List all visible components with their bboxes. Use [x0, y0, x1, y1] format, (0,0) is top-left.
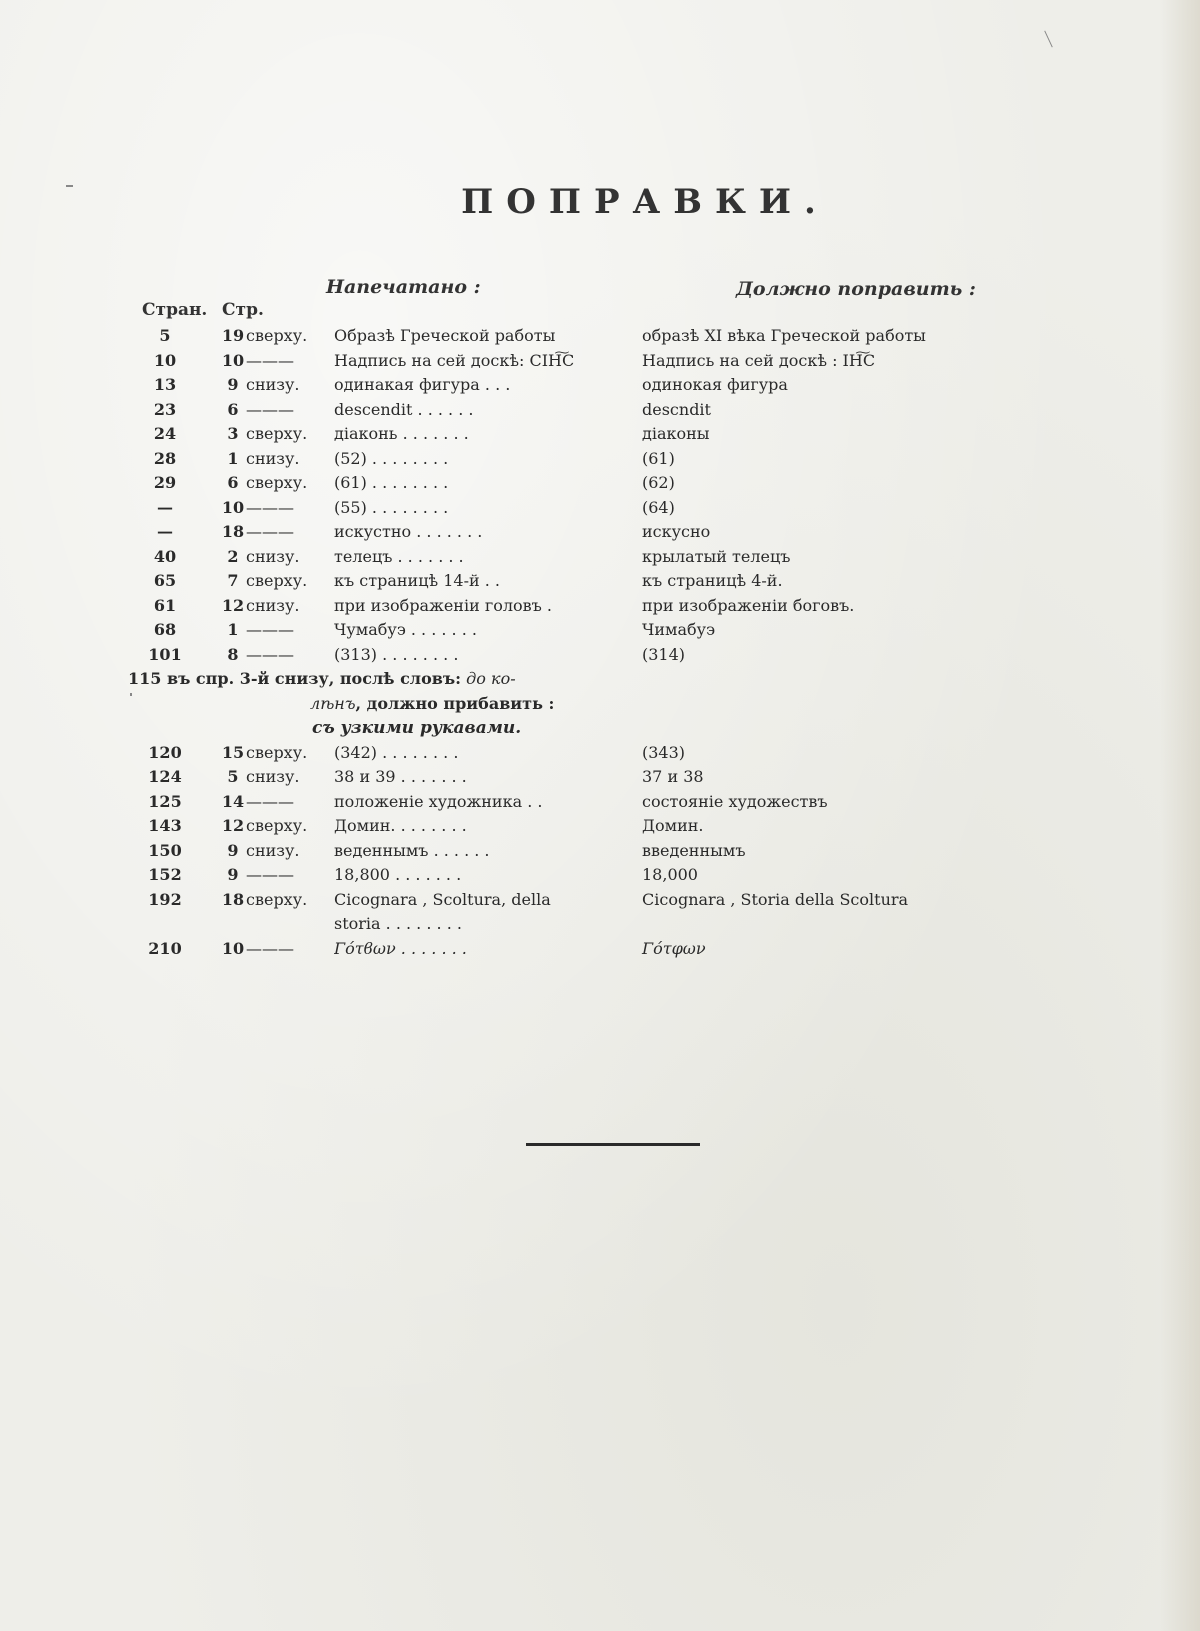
- position: ———: [246, 497, 294, 517]
- errata-row: [0, 618, 1200, 643]
- corrected-text: Надпись на сей доскѣ : IН͠С: [642, 350, 876, 370]
- column-header-page: Стран.: [142, 300, 208, 320]
- position: ———: [246, 399, 294, 419]
- errata-table: [0, 324, 1200, 961]
- printed-text: 18,800 . . . . . . .: [334, 865, 462, 884]
- printed-text: descendit . . . . . .: [334, 399, 474, 419]
- line-number: 12: [221, 816, 245, 835]
- note-italic: лѣнъ: [310, 693, 356, 713]
- corrected-text: Γότφων: [642, 938, 706, 958]
- printed-text: къ страницѣ 14-й . .: [334, 571, 500, 590]
- printed-text: Образѣ Греческой работы: [334, 326, 556, 345]
- line-number: 10: [221, 350, 245, 370]
- corrected-text: (314): [642, 644, 686, 664]
- errata-row: [0, 398, 1200, 423]
- printed-text: Домин. . . . . . . .: [334, 816, 467, 835]
- page-number: —: [157, 497, 173, 517]
- page-number: 143: [148, 816, 182, 835]
- corrected-text: Домин.: [642, 816, 704, 835]
- line-number: 7: [227, 571, 239, 590]
- corrected-text: крылатый телецъ: [642, 546, 791, 566]
- errata-row: [0, 741, 1200, 766]
- column-header-line: Стр.: [222, 300, 264, 320]
- printed-text: (61) . . . . . . . .: [334, 473, 449, 492]
- line-number: 12: [221, 595, 245, 615]
- note-italic: съ узкими рукавами.: [312, 718, 522, 738]
- errata-row: [0, 937, 1200, 962]
- errata-row: [0, 545, 1200, 570]
- printed-text: storia . . . . . . . .: [334, 914, 462, 933]
- line-number: 15: [221, 742, 245, 762]
- line-number: 18: [221, 889, 245, 909]
- page-number: 192: [148, 889, 182, 909]
- corrected-text: искусно: [642, 522, 711, 541]
- errata-row: [0, 349, 1200, 374]
- errata-note: [0, 692, 1200, 717]
- page-number: 210: [148, 938, 182, 958]
- note-text: , должно прибавить :: [355, 693, 555, 713]
- position: снизу.: [246, 767, 300, 786]
- column-header-printed: Напечатано :: [326, 276, 481, 298]
- position: сверху.: [246, 816, 308, 835]
- line-number: 8: [227, 644, 239, 664]
- speck: [130, 693, 132, 696]
- corrected-text: (62): [642, 473, 675, 492]
- column-header-numbers: [142, 300, 264, 320]
- printed-text: телецъ . . . . . . .: [334, 546, 464, 566]
- corrected-text: состояніе художествъ: [642, 791, 828, 811]
- line-number: 5: [227, 767, 239, 786]
- errata-row: [0, 594, 1200, 619]
- speck: [66, 185, 73, 187]
- page-number: 5: [159, 326, 171, 345]
- corrected-text: (64): [642, 497, 675, 517]
- page-number: 152: [148, 865, 182, 884]
- position: ———: [246, 350, 294, 370]
- page-number: 124: [148, 767, 182, 786]
- corrected-text: къ страницѣ 4-й.: [642, 571, 783, 590]
- position: снизу.: [246, 595, 300, 615]
- position: сверху.: [246, 889, 308, 909]
- position: снизу.: [246, 546, 300, 566]
- corrected-text: (343): [642, 742, 686, 762]
- errata-row: [0, 863, 1200, 888]
- errata-row: [0, 496, 1200, 521]
- errata-row: [0, 422, 1200, 447]
- divider-rule: [526, 1143, 700, 1146]
- printed-text: діаконь . . . . . . .: [334, 424, 469, 443]
- printed-text: (55) . . . . . . . .: [334, 497, 449, 517]
- line-number: 9: [227, 840, 239, 860]
- errata-row: [0, 324, 1200, 349]
- printed-text: искустно . . . . . . .: [334, 522, 483, 541]
- page-number: 101: [148, 644, 182, 664]
- printed-text: одинакая фигура . . .: [334, 375, 511, 394]
- line-number: 10: [221, 938, 245, 958]
- errata-row: [0, 447, 1200, 472]
- page-number: 120: [148, 742, 182, 762]
- line-number: 1: [227, 620, 239, 639]
- corrected-text: образѣ XI вѣка Греческой работы: [642, 326, 926, 345]
- speck: [1044, 31, 1053, 48]
- page-number: 65: [153, 571, 177, 590]
- page-number: 23: [153, 399, 177, 419]
- column-header-correct: Должно поправить :: [736, 278, 976, 300]
- position: сверху.: [246, 326, 308, 345]
- printed-text: при изображеніи головъ .: [334, 595, 552, 615]
- errata-row: [0, 520, 1200, 545]
- printed-text: Чумабуэ . . . . . . .: [334, 620, 477, 639]
- printed-text: (52) . . . . . . . .: [334, 448, 449, 468]
- page-number: 61: [153, 595, 177, 615]
- line-number: 1: [227, 448, 239, 468]
- printed-text: (342) . . . . . . . .: [334, 742, 459, 762]
- page-number: —: [157, 522, 173, 541]
- line-number: 6: [227, 473, 239, 492]
- errata-row: [0, 790, 1200, 815]
- errata-row: [0, 569, 1200, 594]
- page-number: 24: [153, 424, 177, 443]
- page-number: 29: [153, 473, 177, 492]
- page-number: 40: [153, 546, 177, 566]
- errata-row: [0, 471, 1200, 496]
- line-number: 3: [227, 424, 239, 443]
- position: снизу.: [246, 448, 300, 468]
- page-number: 150: [148, 840, 182, 860]
- errata-row: [0, 373, 1200, 398]
- errata-row: [0, 888, 1200, 913]
- errata-row: [0, 765, 1200, 790]
- printed-text: положеніе художника . .: [334, 791, 543, 811]
- position: ———: [246, 620, 294, 639]
- corrected-text: 18,000: [642, 865, 698, 884]
- position: ———: [246, 644, 294, 664]
- line-number: 9: [227, 865, 239, 884]
- corrected-text: одинокая фигура: [642, 375, 788, 394]
- position: сверху.: [246, 473, 308, 492]
- corrected-text: діаконы: [642, 424, 710, 443]
- line-number: 10: [221, 497, 245, 517]
- printed-text: Cicognara , Scoltura, della: [334, 889, 551, 909]
- corrected-text: 37 и 38: [642, 767, 704, 786]
- position: ———: [246, 865, 294, 884]
- errata-row: [0, 839, 1200, 864]
- printed-text: (313) . . . . . . . .: [334, 644, 459, 664]
- line-number: 18: [221, 522, 245, 541]
- position: снизу.: [246, 375, 300, 394]
- line-number: 6: [227, 399, 239, 419]
- note-italic: до ко-: [466, 669, 516, 688]
- position: сверху.: [246, 571, 308, 590]
- corrected-text: Чимабуэ: [642, 620, 716, 639]
- position: снизу.: [246, 840, 300, 860]
- corrected-text: Cicognara , Storia della Scoltura: [642, 889, 909, 909]
- page-title: ПОПРАВКИ.: [461, 182, 829, 222]
- line-number: 2: [227, 546, 239, 566]
- position: ———: [246, 938, 294, 958]
- position: ———: [246, 791, 294, 811]
- position: сверху.: [246, 742, 308, 762]
- corrected-text: (61): [642, 448, 675, 468]
- corrected-text: descndit: [642, 399, 711, 419]
- corrected-text: при изображеніи боговъ.: [642, 595, 855, 615]
- note-text: 115 въ спр. 3-й снизу, послѣ словъ:: [128, 669, 462, 688]
- position: сверху.: [246, 424, 308, 443]
- printed-text: 38 и 39 . . . . . . .: [334, 767, 467, 786]
- line-number: 14: [221, 791, 245, 811]
- page-number: 68: [153, 620, 177, 639]
- printed-text: Γότϐων . . . . . . .: [334, 938, 467, 958]
- printed-text: Надпись на сей доскѣ: СIН͠С: [334, 350, 575, 370]
- errata-row: [0, 912, 1200, 937]
- page-number: 13: [153, 375, 177, 394]
- page-number: 125: [148, 791, 182, 811]
- line-number: 19: [221, 326, 245, 345]
- corrected-text: введеннымъ: [642, 840, 746, 860]
- page-number: 10: [153, 350, 177, 370]
- position: ———: [246, 522, 294, 541]
- line-number: 9: [227, 375, 239, 394]
- errata-note: [0, 667, 1200, 692]
- page-number: 28: [153, 448, 177, 468]
- errata-row: [0, 643, 1200, 668]
- errata-note: [0, 716, 1200, 741]
- printed-text: веденнымъ . . . . . .: [334, 840, 490, 860]
- errata-row: [0, 814, 1200, 839]
